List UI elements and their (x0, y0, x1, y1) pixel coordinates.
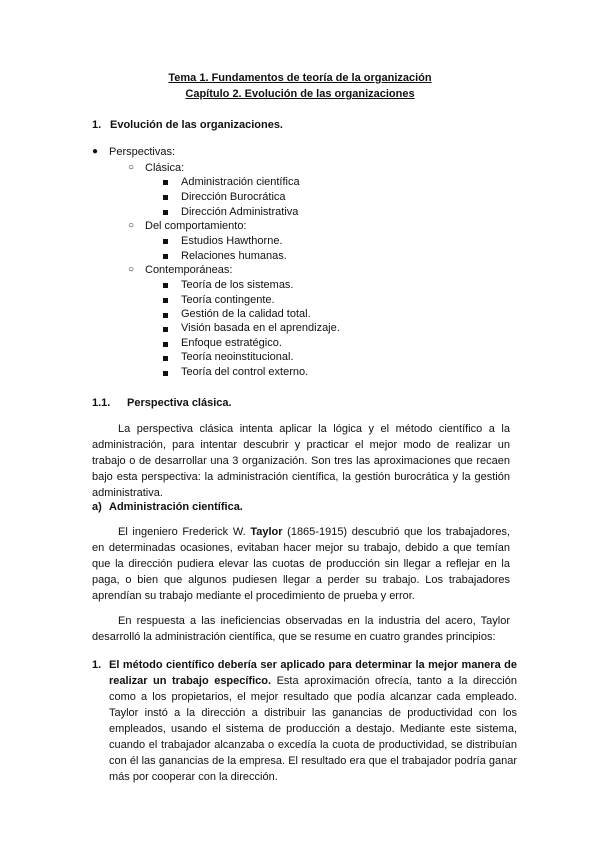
paragraph-text: El ingeniero Frederick W. (118, 526, 251, 538)
square-bullet (163, 195, 168, 200)
principle-paragraph (109, 657, 517, 785)
square-bullet (163, 254, 168, 259)
chapter-title: Capítulo 2. Evolución de las organizaciones (185, 88, 415, 100)
square-bullet (163, 283, 168, 288)
principle-heading: El método científico debería ser aplicado para determinar la mejor manera de realizar un trabajo específico. (109, 659, 517, 687)
list-item: Visión basada en el aprendizaje. (181, 322, 340, 334)
square-bullet (163, 342, 168, 347)
principle-number: 1. (92, 659, 102, 671)
square-bullet (163, 239, 168, 244)
list-item: Teoría del control externo. (181, 366, 309, 378)
list-item: Dirección Administrativa (181, 206, 299, 218)
section-heading: Evolución de las organizaciones. (110, 119, 283, 131)
list-item: Estudios Hawthorne. (181, 235, 283, 247)
disc-bullet: ● (92, 146, 99, 157)
list-item: Teoría neoinstitucional. (181, 351, 294, 363)
list-item: Enfoque estratégico. (181, 337, 282, 349)
square-bullet (163, 210, 168, 215)
document-title: Tema 1. Fundamentos de teoría de la organización (168, 72, 432, 84)
group-label: Del comportamiento: (145, 220, 247, 232)
group-label: Contemporáneas: (145, 264, 233, 276)
paragraph-text: Esta aproximación ofrecía, tanto a la dirección como a los propietarios, el mejor resultado que podía alcanzar cada empleado. Taylor instó a la dirección a distribuir las ganancias de productividad con los empleados, usando el sistema de producción a destajo. Mediante este sistema, cuando el trabajador alcanzaba o excedía la cuota de productividad, se distribuían con él las ganancias de la empresa. El resultado era que el trabajador podría ganar más por cooperar con la dirección. (109, 675, 517, 783)
circle-bullet: ○ (128, 220, 135, 231)
list-item: Administración científica (181, 176, 300, 188)
subsection-number: 1.1. (92, 397, 111, 409)
paragraph: La perspectiva clásica intenta aplicar la lógica y el método científico a la administración, para intentar descubrir y practicar el mejor modo de realizar un trabajo o de desarrollar una 3 organización. Son tres las aproximaciones que recaen bajo esta perspectiva: la administración científica, la gestión burocrática y la gestión administrativa. (92, 423, 510, 499)
section-number: 1. (92, 119, 102, 131)
subsection-heading: Perspectiva clásica. (127, 397, 232, 409)
subsection-letter: a) (92, 501, 102, 513)
square-bullet (163, 298, 168, 303)
list-item: Dirección Burocrática (181, 191, 286, 203)
paragraph: En respuesta a las ineficiencias observadas en la industria del acero, Taylor desarrolló la administración científica, que se resume en cuatro grandes principios: (92, 615, 510, 643)
list-item: Gestión de la calidad total. (181, 308, 311, 320)
list-item: Teoría contingente. (181, 294, 275, 306)
square-bullet (163, 371, 168, 376)
square-bullet (163, 180, 168, 185)
list-item: Teoría de los sistemas. (181, 279, 294, 291)
paragraph (92, 524, 510, 604)
subsection-heading: Administración científica. (109, 501, 243, 513)
list-item: Relaciones humanas. (181, 250, 287, 262)
circle-bullet: ○ (128, 162, 135, 173)
circle-bullet: ○ (128, 264, 135, 275)
perspectives-label: Perspectivas: (109, 146, 176, 158)
author-name: Taylor (250, 526, 283, 538)
square-bullet (163, 327, 168, 332)
square-bullet (163, 313, 168, 318)
group-label: Clásica: (145, 162, 185, 174)
square-bullet (163, 356, 168, 361)
paragraph-text: (1865-1915) descubrió que los trabajadores, en determinadas ocasiones, evitaban hacer mejor su trabajo, debido a que temían que la dirección pudiera elevar las cuotas de producción sin llegar a reflejar en la paga, o bien que algunos pudiesen llegar a perder su trabajo. Los trabajadores aprendían su trabajo mediante el procedimiento de prueba y error. (92, 526, 511, 602)
